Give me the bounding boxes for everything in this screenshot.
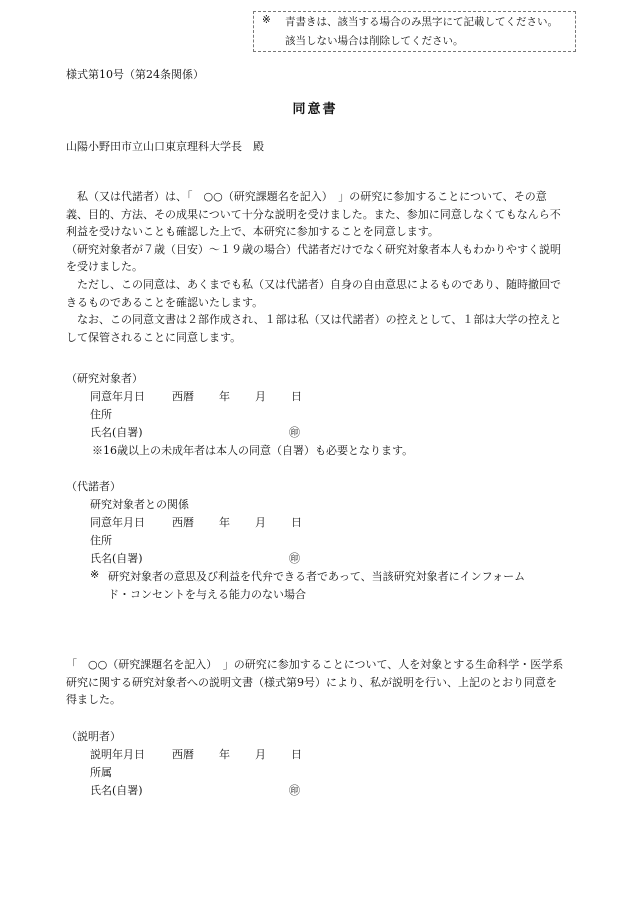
subject-seal: ㊞ [289,426,300,439]
explainer-seal: ㊞ [289,784,300,797]
subject-minor-note: ※16歳以上の未成年者は本人の同意（自署）も必要となります。 [92,444,414,457]
subject-name-label: 氏名(自署) [90,426,143,439]
subject-month: 月 [255,390,266,403]
proxy-month: 月 [255,516,266,529]
consent-paragraph-1: 私（又は代諾者）は、「 ○○（研究課題名を記入） 」の研究に参加することについて、その意義、目的、方法、その成果について十分な説明を受けました。また、参加に同意しなくてもなんら不利益を受けないことも確認した上で、本研究に参加することを同意します。 [66,190,561,239]
subject-year: 年 [219,390,230,403]
explainer-month: 月 [255,748,266,761]
subject-heading: （研究対象者） [66,372,143,385]
proxy-era: 西暦 [172,516,194,529]
subject-date-label: 同意年月日 [90,390,145,403]
explainer-affiliation-label: 所属 [90,766,112,779]
note-line-2: 該当しない場合は削除してください。 [285,35,464,47]
proxy-year: 年 [219,516,230,529]
form-number: 様式第10号（第24条関係） [66,68,204,81]
explainer-era: 西暦 [172,748,194,761]
proxy-day: 日 [291,516,302,529]
consent-paragraph-2: （研究対象者が７歳（目安）～１９歳の場合）代諾者だけでなく研究対象者本人もわかりやすく説明を受けました。 [66,242,561,274]
subject-era: 西暦 [172,390,194,403]
proxy-heading: （代諾者） [66,480,121,493]
explainer-date-label: 説明年月日 [90,748,145,761]
explainer-year: 年 [219,748,230,761]
explainer-statement: 「 ○○（研究課題名を記入） 」の研究に参加することについて、人を対象とする生命科学・医学系研究に関する研究対象者への説明文書（様式第9号）により、私が説明を行い、上記のとおり同意を得ました。 [66,658,564,707]
consent-paragraph-3: ただし、この同意は、あくまでも私（又は代諾者）自身の自由意思によるものであり、随時撤回できるものであることを確認いたします。 [66,277,561,309]
explainer-name-label: 氏名(自署) [90,784,143,797]
proxy-note-line-1: 研究対象者の意思及び利益を代弁できる者であって、当該研究対象者にインフォーム [108,570,526,583]
addressee: 山陽小野田市立山口東京理科大学長 殿 [66,140,264,153]
subject-address-label: 住所 [90,408,112,421]
subject-day: 日 [291,390,302,403]
proxy-seal: ㊞ [289,552,300,565]
note-mark: ※ [262,14,271,26]
proxy-note-mark: ※ [90,568,100,581]
proxy-date-label: 同意年月日 [90,516,145,529]
explainer-day: 日 [291,748,302,761]
consent-body [66,188,566,346]
proxy-name-label: 氏名(自署) [90,552,143,565]
proxy-relation-label: 研究対象者との関係 [90,498,189,511]
proxy-address-label: 住所 [90,534,112,547]
page-title: 同意書 [292,102,338,117]
consent-paragraph-4: なお、この同意文書は２部作成され、１部は私（又は代諾者）の控えとして、１部は大学の控えとして保管されることに同意します。 [66,313,562,344]
explainer-heading: （説明者） [66,730,121,743]
proxy-note-line-2: ド・コンセントを与える能力のない場合 [108,588,306,601]
note-line-1: 青書きは、該当する場合のみ黒字にて記載してください。 [285,16,558,28]
